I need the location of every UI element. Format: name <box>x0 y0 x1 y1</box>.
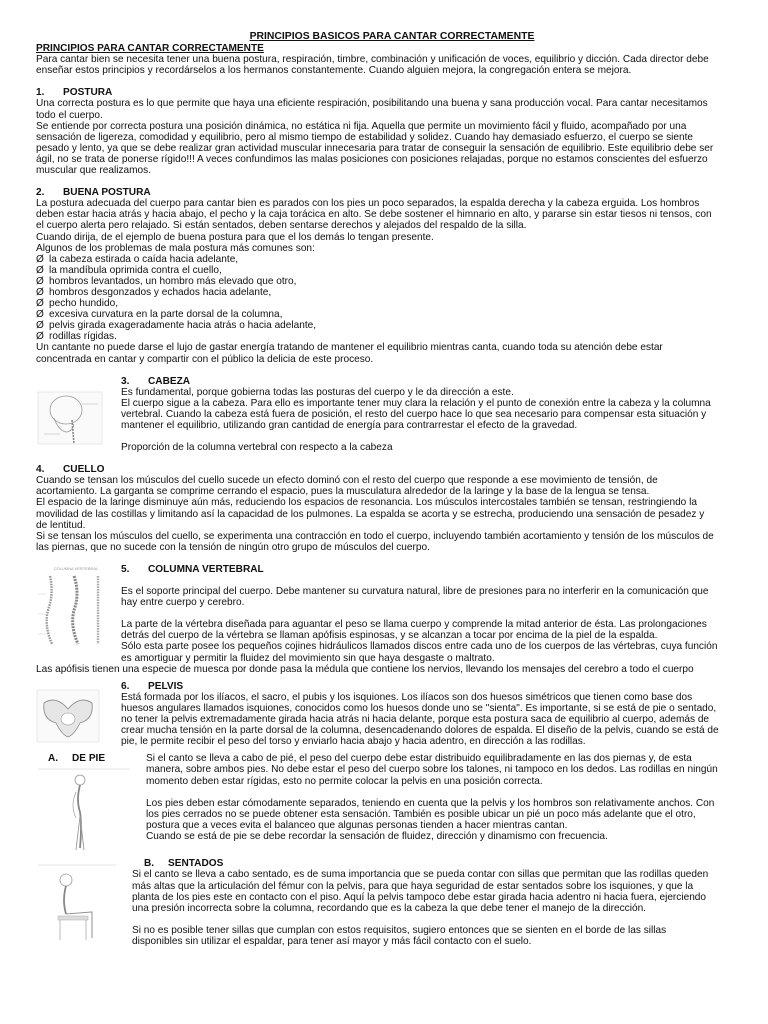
paragraph-line: Si no es posible tener sillas que cumplan con estos requisitos, sugiero entonces que se sienten en el borde de las sillas <box>132 924 667 936</box>
paragraph-line: sensación de ligereza, comodidad y equilibrio, pero al mismo tiempo de estabilidad y solidez. Cuando hay demasiado esfuerzo, el cuerpo se siente <box>36 131 694 143</box>
spine-illustration <box>36 564 116 652</box>
intro-line: Para cantar bien se necesita tener una buena postura, respiración, timbre, combinación y unificación de voces, equilibrio y dicción. Cada director debe <box>36 54 709 66</box>
section-columna <box>36 564 748 664</box>
spine-figure <box>36 564 121 664</box>
paragraph-line: Cuando se está de pie se debe recordar la sensación de fluidez, dirección y dinamismo con frecuencia. <box>146 830 608 842</box>
list-item: Ø la cabeza estirada o caída hacia adelante, <box>36 253 239 265</box>
paragraph-line: El espacio de la laringe disminuye aún más, reduciendo los espacios de resonancia. Los músculos intercostales también se tensan, restringiendo la <box>36 497 697 509</box>
paragraph-line: más altas que la articulación del fémur con la pelvis, para que haya seguridad de estar sentados sobre los isquiones, y que la <box>132 880 694 892</box>
section-cabeza-heading: 3. CABEZA <box>121 375 191 387</box>
paragraph-line: de lentitud. <box>36 519 86 531</box>
paragraph-line: las piernas, que no sucede con la tensión de ningún otro grupo de músculos del cuerpo. <box>36 541 430 553</box>
paragraph-line: Una correcta postura es lo que permite que haya una eficiente respiración, posibilitando una buena y sana producción vocal. Para cantar necesitamos <box>36 98 708 110</box>
paragraph-line: una presión incorrecta sobre la columna, recordando que es la cabeza la que debe tener el manejo de la dirección. <box>132 902 646 914</box>
paragraph-line: huesos angulares llamados isquiones, conocidos como los huesos donde uno se "sienta". Es importante, si se está de pie o sentado, <box>121 702 717 714</box>
skull-spine-illustration <box>36 390 106 450</box>
paragraph-line: Es el soporte principal del cuerpo. Debe mantener su curvatura natural, libre de presiones para no interferir en la comunicación que <box>121 586 709 598</box>
paragraph-line: Cuando dirija, de el ejemplo de buena postura para que el los demás lo tengan presente. <box>36 231 434 243</box>
section-cuello-heading: 4. CUELLO <box>36 464 105 476</box>
paragraph-line: es amortiguar y permitir la fluidez del movimiento sin que haya desgaste o maltrato. <box>121 652 495 664</box>
subsection-sentados-heading: B. SENTADOS <box>144 858 224 870</box>
document-title: PRINCIPIOS BASICOS PARA CANTAR CORRECTAMENTE <box>249 31 535 42</box>
standing-figure <box>36 753 146 852</box>
paragraph-line: pie, le permite recibir el peso del torso y enviarlo hacia abajo y hacia adentro, en dirección a las rodillas. <box>121 736 586 748</box>
paragraph-line: muscular que realizamos. <box>36 165 152 177</box>
subsection-de-pie <box>36 753 748 852</box>
paragraph-line: Se entiende por correcta postura una posición dinámica, no estática ni fija. Aquella que permite un movimiento fácil y fluido, acompañado por una <box>36 120 687 132</box>
section-postura-heading: 1. POSTURA <box>36 87 113 99</box>
skull-figure <box>36 376 121 454</box>
paragraph-line: todo el cuerpo. <box>36 109 103 121</box>
list-item: Ø hombros levantados, un hombro más elevado que otro, <box>36 275 297 287</box>
paragraph-line: Si se tensan los músculos del cuello, se experimenta una contracción en todo el cuerpo, incluyendo también acortamiento y tensión de los músculos de <box>36 530 714 542</box>
standing-posture-illustration <box>36 766 136 852</box>
section-cabeza <box>36 376 748 454</box>
list-item: Ø rodillas rígidas. <box>36 331 117 343</box>
list-item: Ø hombros desgonzados y echados hacia adelante, <box>36 286 272 298</box>
section-pelvis-heading: 6. PELVIS <box>121 680 184 692</box>
paragraph-line: Los pies deben estar cómodamente separados, teniendo en cuenta que la pelvis y los hombros son relativamente anchos. Con <box>146 797 715 809</box>
paragraph-line: momento deben estar rígidas, esto no permite colocar la pelvis en una posición correcta. <box>146 775 543 787</box>
section-buena-postura-heading: 2. BUENA POSTURA <box>36 187 151 199</box>
paragraph-line: crear mucha tensión en la parte dorsal de la columna, desencadenando dolores de espalda. El diseño de la pelvis, cuando se está de <box>121 725 719 737</box>
section-columna-heading: 5. COLUMNA VERTEBRAL <box>121 563 264 575</box>
paragraph-line: vertebral. Cuando la cabeza está fuera de posición, el resto del cuerpo hace lo que sea necesario para compensar esta situación y <box>121 408 707 420</box>
paragraph-line: los pies cerrados no se puede obtener esta sensación. También es posible ubicar un pié un poco más adelante que el otro, <box>146 808 696 820</box>
paragraph-line: Las apófisis tienen una especie de muesca por donde pasa la médula que contiene los nervios, llevando los mensajes del cerebro a todo el cuerpo <box>36 663 694 675</box>
list-item: Ø pelvis girada exageradamente hacia atrás o hacia adelante, <box>36 320 317 332</box>
paragraph-line: Está formada por los ilíacos, el sacro, el pubis y los isquiones. Los ilíacos son dos huesos simétricos que tienen como base dos <box>121 691 693 703</box>
paragraph-line: acortamiento. La garganta se comprime cerrando el espacio, pues la musculatura alrededor de la laringe y la base de la lengua se tensa. <box>36 486 650 498</box>
paragraph-line: concentrada en cantar y compartir con el público la delicia de este proceso. <box>36 353 374 365</box>
paragraph-line: planta de los pies este en contacto con el piso. Aquí la pelvis tampoco debe estar girada hacia adentro ni hacia fuera, ejerciendo <box>132 891 707 903</box>
paragraph-line: detrás del cuerpo de la vértebra se llaman apófisis espinosas, y se alcanzan a tocar por encima de la piel de la espalda. <box>121 630 658 642</box>
paragraph-line: mantener el equilibrio, utilizando gran cantidad de energía para contrarrestar el efecto de la gravedad. <box>121 420 578 431</box>
intro-line: enseñar estos principios y recordárselos a los hermanos constantemente. Cuando alguien mejora, la congregación entera se mejora. <box>36 65 632 77</box>
paragraph-line: ágil, no se trata de ponerse rígido!!! A veces confundimos las malas posiciones con posiciones relajadas, porque no estamos conscientes del esfuerzo <box>36 153 708 165</box>
paragraph-line: movilidad de las costillas y limitando así la capacidad de los pulmones. La espalda se acorta y se estrecha, produciendo una sensación de pesadez y <box>36 508 705 520</box>
paragraph-line: Cuando se tensan los músculos del cuello sucede un efecto dominó con el resto del cuerpo que responde a ese movimiento de tensión, de <box>36 475 658 487</box>
paragraph-line: Si el canto se lleva a cabo sentado, es de suma importancia que se pueda contar con sillas que permitan que las rodillas queden <box>132 869 709 881</box>
paragraph-line: El cuerpo sigue a la cabeza. Para ello es importante tener muy clara la relación y el punto de conexión entre la cabeza y la columna <box>121 397 711 409</box>
paragraph-line: el cuerpo alerta pero relajado. Si están sentados, deben sentarse derechos y alejados del respaldo de la silla. <box>36 220 527 232</box>
seated-posture-illustration <box>36 862 124 944</box>
paragraph-line: disponibles sin utilizar el espaldar, para tener así mayor y más fácil contacto con el suelo. <box>132 935 532 947</box>
paragraph-line: La parte de la vértebra diseñada para aguantar el peso se llama cuerpo y comprende la mitad anterior de ésta. Las prolongaciones <box>121 619 707 631</box>
paragraph-line: hay entre cuerpo y cerebro. <box>121 597 245 609</box>
paragraph-line: Si el canto se lleva a cabo de pié, el peso del cuerpo debe estar distribuido equilibradamente en las dos piernas y, de esta <box>146 753 692 765</box>
paragraph-line: La postura adecuada del cuerpo para cantar bien es parados con los pies un poco separados, la espalda derecha y la cabeza erguida. Los hombros <box>36 198 700 210</box>
list-item: Ø excesiva curvatura en la parte dorsal de la columna, <box>36 309 283 321</box>
intro-heading: PRINCIPIOS PARA CANTAR CORRECTAMENTE <box>36 43 264 55</box>
document <box>36 31 748 947</box>
section-pelvis <box>36 681 748 748</box>
list-item: Ø pecho hundido, <box>36 298 119 310</box>
figure-caption: Proporción de la columna vertebral con respecto a la cabeza <box>121 442 393 454</box>
paragraph-line: pesado y lento, ya que se debe realizar gran actividad muscular innecesaria para tratar de conseguir la sensación de equilibrio. Este equilibrio debe ser <box>36 142 714 154</box>
list-item: Ø la mandíbula oprimida contra el cuello, <box>36 264 222 276</box>
paragraph-line: postura que a veces evita el balanceo que algunas personas tienden a hacer mientras cantan. <box>146 819 568 831</box>
paragraph-line: deben estar hacia atrás y hacia abajo, el pecho y la caja torácica en alto. Se debe sostener el himnario en alto, y pararse sin estar tiesos ni tensos, con <box>36 209 712 221</box>
seated-figure <box>36 858 132 947</box>
paragraph-line: Es fundamental, porque gobierna todas las posturas del cuerpo y le da dirección a este. <box>121 386 514 398</box>
paragraph-line: Un cantante no puede darse el lujo de gastar energía tratando de mantener el equilibrio mientras canta, cuando toda su atención debe estar <box>36 342 663 354</box>
paragraph-line: Sólo esta parte posee los pequeños cojines hidráulicos llamados discos entre cada uno de los cuerpos de las vértebras, cuya función <box>121 641 718 653</box>
paragraph-line: no tener la pelvis extremadamente girada hacia atrás ni hacia delante, porque esta postura saca de equilibrio al cuerpo, además de <box>121 713 710 725</box>
spine-figure-title: COLUMNA VERTEBRAL <box>53 565 99 571</box>
pelvis-figure <box>36 681 121 748</box>
pelvis-illustration <box>36 689 102 745</box>
subsection-de-pie-heading: A. DE PIE <box>48 753 106 765</box>
paragraph-line: Algunos de los problemas de mala postura más comunes son: <box>36 242 315 254</box>
paragraph-line: manera, sobre ambos pies. No debe estar el peso del cuerpo sobre los talones, ni tampoco en los dedos. Las rodillas en ningún <box>146 764 718 776</box>
subsection-sentados <box>36 858 748 947</box>
